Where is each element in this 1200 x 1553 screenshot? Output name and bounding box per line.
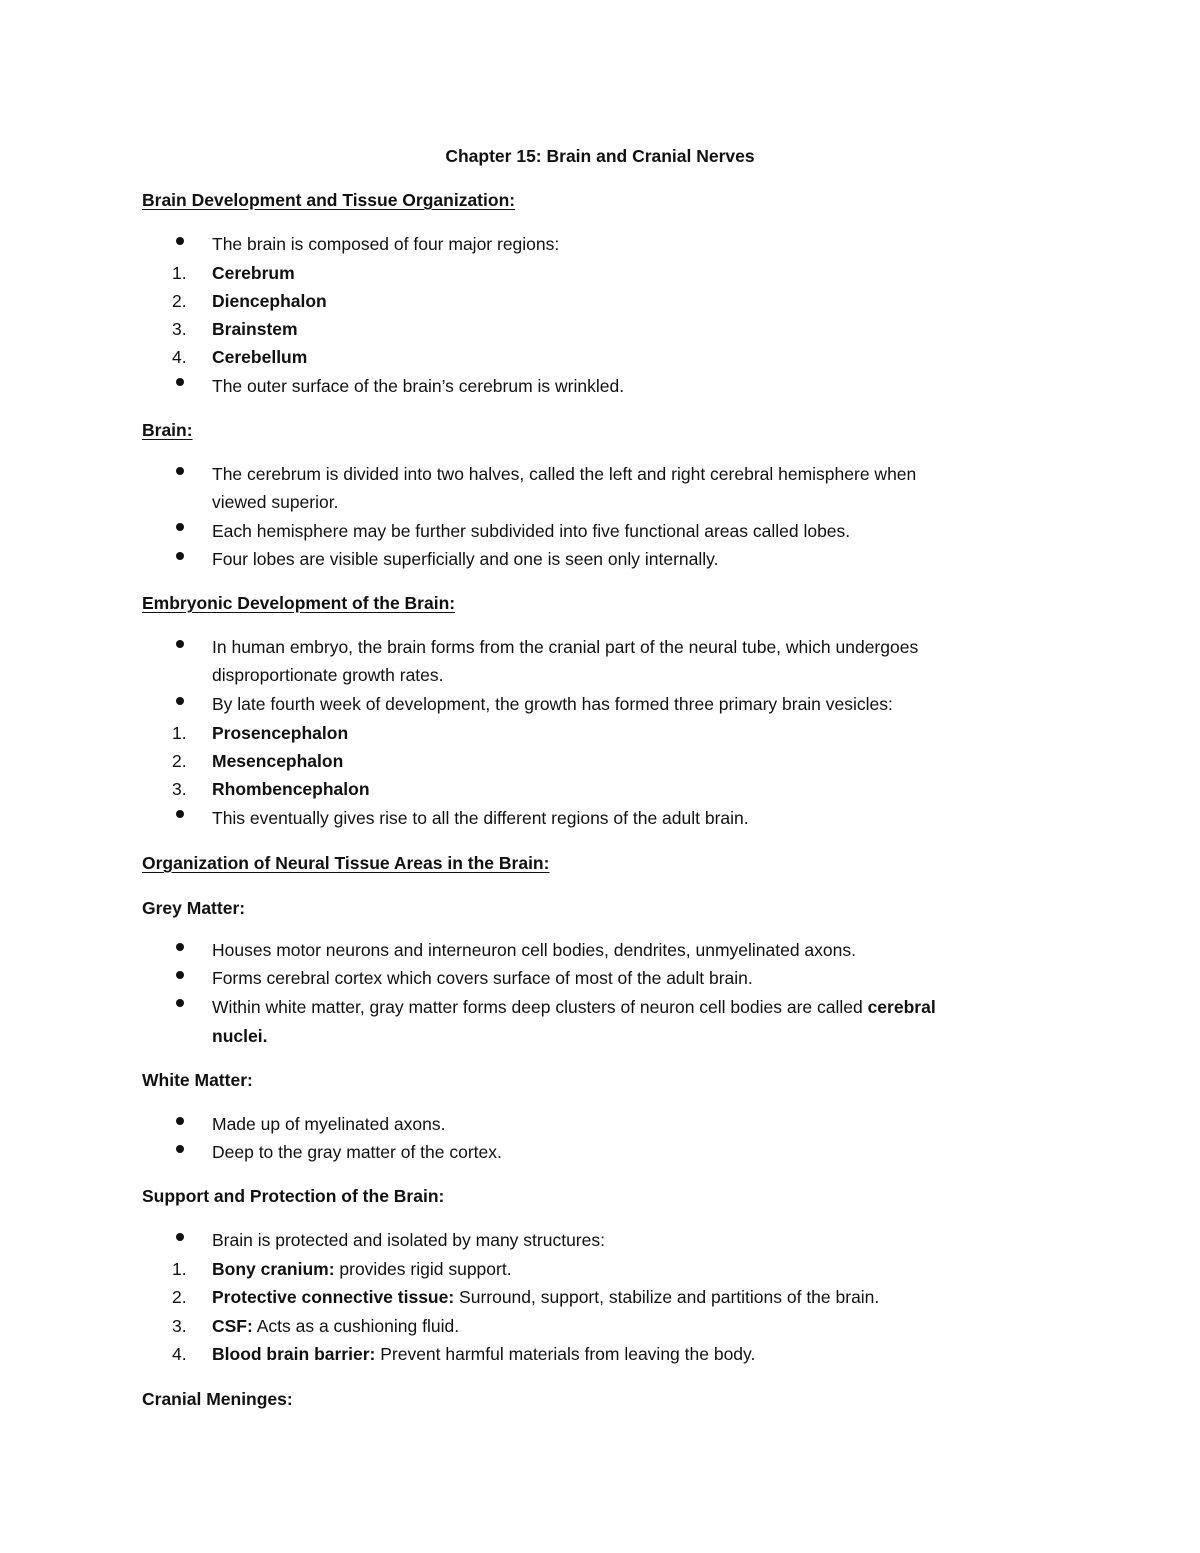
list-item-continuation: nuclei. [212,1026,268,1046]
list-item-bold: Cerebrum [212,263,295,283]
bullet [176,523,184,531]
list-number: 3. [172,1316,187,1336]
list-item: Protective connective tissue: Surround, support, stabilize and partitions of the brain. [212,1287,880,1307]
bullet [176,1145,184,1153]
list-item: Each hemisphere may be further subdivided into five functional areas called lobes. [212,521,851,541]
subheading-white-matter: White Matter: [142,1070,253,1090]
list-item: Deep to the gray matter of the cortex. [212,1142,502,1162]
list-item: In human embryo, the brain forms from the cranial part of the neural tube, which undergoes [212,637,919,657]
list-item: Bony cranium: provides rigid support. [212,1259,512,1279]
bullet [176,971,184,979]
list-item-bold: Rhombencephalon [212,779,370,799]
list-item: Four lobes are visible superficially and one is seen only internally. [212,549,719,569]
bullet [176,378,184,386]
list-number: 1. [172,1259,187,1279]
list-number: 4. [172,1344,187,1364]
bullet [176,552,184,560]
list-item: Forms cerebral cortex which covers surface of most of the adult brain. [212,968,753,988]
bullet [176,467,184,475]
list-item-bold: Mesencephalon [212,751,344,771]
list-item: The brain is composed of four major regions: [212,234,560,254]
list-number: 3. [172,779,187,799]
list-item: This eventually gives rise to all the different regions of the adult brain. [212,808,749,828]
list-item: Blood brain barrier: Prevent harmful materials from leaving the body. [212,1344,756,1364]
list-number: 2. [172,291,187,311]
subheading-support-protection: Support and Protection of the Brain: [142,1186,445,1206]
bullet [176,697,184,705]
list-number: 1. [172,263,187,283]
list-item-continuation: disproportionate growth rates. [212,665,444,685]
list-item-continuation: viewed superior. [212,492,339,512]
list-number: 4. [172,347,187,367]
list-item: By late fourth week of development, the growth has formed three primary brain vesicles: [212,694,893,714]
list-item: Brain is protected and isolated by many structures: [212,1230,605,1250]
list-item: Houses motor neurons and interneuron cell bodies, dendrites, unmyelinated axons. [212,940,856,960]
bullet [176,999,184,1007]
list-item: The outer surface of the brain’s cerebrum is wrinkled. [212,376,625,396]
bullet [176,640,184,648]
list-item-bold: Brainstem [212,319,298,339]
list-item: Made up of myelinated axons. [212,1114,446,1134]
list-number: 3. [172,319,187,339]
list-item: Within white matter, gray matter forms deep clusters of neuron cell bodies are called cerebral [212,997,936,1017]
bullet [176,810,184,818]
list-item: CSF: Acts as a cushioning fluid. [212,1316,460,1336]
bullet [176,1233,184,1241]
list-item-bold: Diencephalon [212,291,327,311]
bullet [176,1117,184,1125]
bullet [176,237,184,245]
list-number: 2. [172,1287,187,1307]
list-number: 1. [172,723,187,743]
list-item-bold: Prosencephalon [212,723,349,743]
list-item: The cerebrum is divided into two halves, called the left and right cerebral hemisphere when [212,464,917,484]
section-heading-organization: Organization of Neural Tissue Areas in the Brain: [142,853,550,873]
section-heading-development: Brain Development and Tissue Organization: [142,190,516,210]
list-item-bold: Cerebellum [212,347,308,367]
section-heading-embryonic: Embryonic Development of the Brain: [142,593,456,613]
section-heading-brain: Brain: [142,420,193,440]
bullet [176,943,184,951]
document-title: Chapter 15: Brain and Cranial Nerves [445,146,755,166]
list-number: 2. [172,751,187,771]
subheading-grey-matter: Grey Matter: [142,898,246,918]
subheading-cranial-meninges: Cranial Meninges: [142,1389,293,1409]
